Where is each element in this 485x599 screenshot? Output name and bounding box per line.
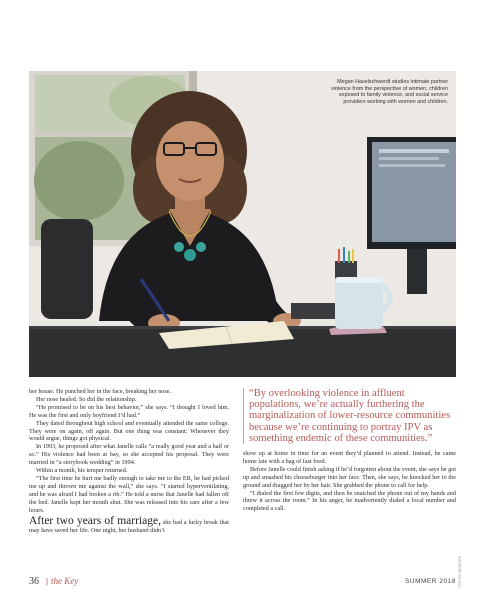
paragraph: Her nose healed. So did the relationship. [36,395,137,403]
paragraph: show up at home in time for an event they’d planned to attend. Instead, he came home late with a bag of fast food. [243,450,456,465]
paragraph: In 1993, he proposed after what Janelle calls “a really good year and a half or so.” His violence had been at bay, so she accepted his proposal. They were married in “a storybook wedding” in 1994. [29,443,229,467]
paragraph: They dated throughout high school and eventually attended the same college. They were on again, off again. But one thing was constant: Whenever they would argue, things got physical. [29,419,229,443]
page-number: 36 [29,576,39,587]
footer-separator: | [46,577,49,586]
paragraph: “He promised to be on his best behavior,” she says. “I thought I loved him. He was the first and only boyfriend I’d had.” [29,403,229,419]
photo-credit: STEVEN BRIDGES [458,556,462,588]
lead-paragraph [29,515,229,535]
article-photo [29,71,456,377]
portrait-illustration [29,71,456,377]
paragraph: “I dialed the first few digits, and then he snatched the phone out of my hands and threw it across the room.” In his anger, he inadvertently dialed a local number and completed a call. [243,489,456,513]
paragraph: Before Janelle could finish asking if he’d forgotten about the event, she says he got up and smashed his cheeseburger into her face. Then, she says, he knocked her to the ground and dragged her by her hair. She grabbed the phone to call for help. [243,465,456,489]
lead-in: After two years of marriage, [29,514,161,527]
paragraph: her house. He punched her in the face, breaking her nose. [29,388,172,395]
article-column-left [29,388,229,534]
lead-text: she had a lucky break that may have saved her life. One night, her husband didn’t [29,518,229,534]
article-column-right [243,388,456,513]
publication-name: the Key [51,576,79,586]
issue-date: SUMMER 2018 [405,578,456,585]
pull-quote: “By overlooking violence in affluent populations, we’re actually furthering the marginalization of lower-resource communities because we’re continuing to portray IPV as something endemic of these communities.” [243,388,456,444]
paragraph: “The first time he hurt me badly enough to take me to the ER, he had picked me up and thrown me against the wall,” she says. “I started hyperventilating, and he was afraid I had broken a rib.” He told a nurse that Janelle had fallen off the bed. Janelle kept her mouth shut. She was released into his care after a few hours. [29,474,229,514]
page-footer [29,576,456,588]
paragraph: Within a month, his temper returned. [36,467,128,475]
photo-caption: Megan Haselschwerdt studies intimate partner violence from the perspective of women, children exposed to family violence, and social service providers working with women and children. [331,79,448,105]
